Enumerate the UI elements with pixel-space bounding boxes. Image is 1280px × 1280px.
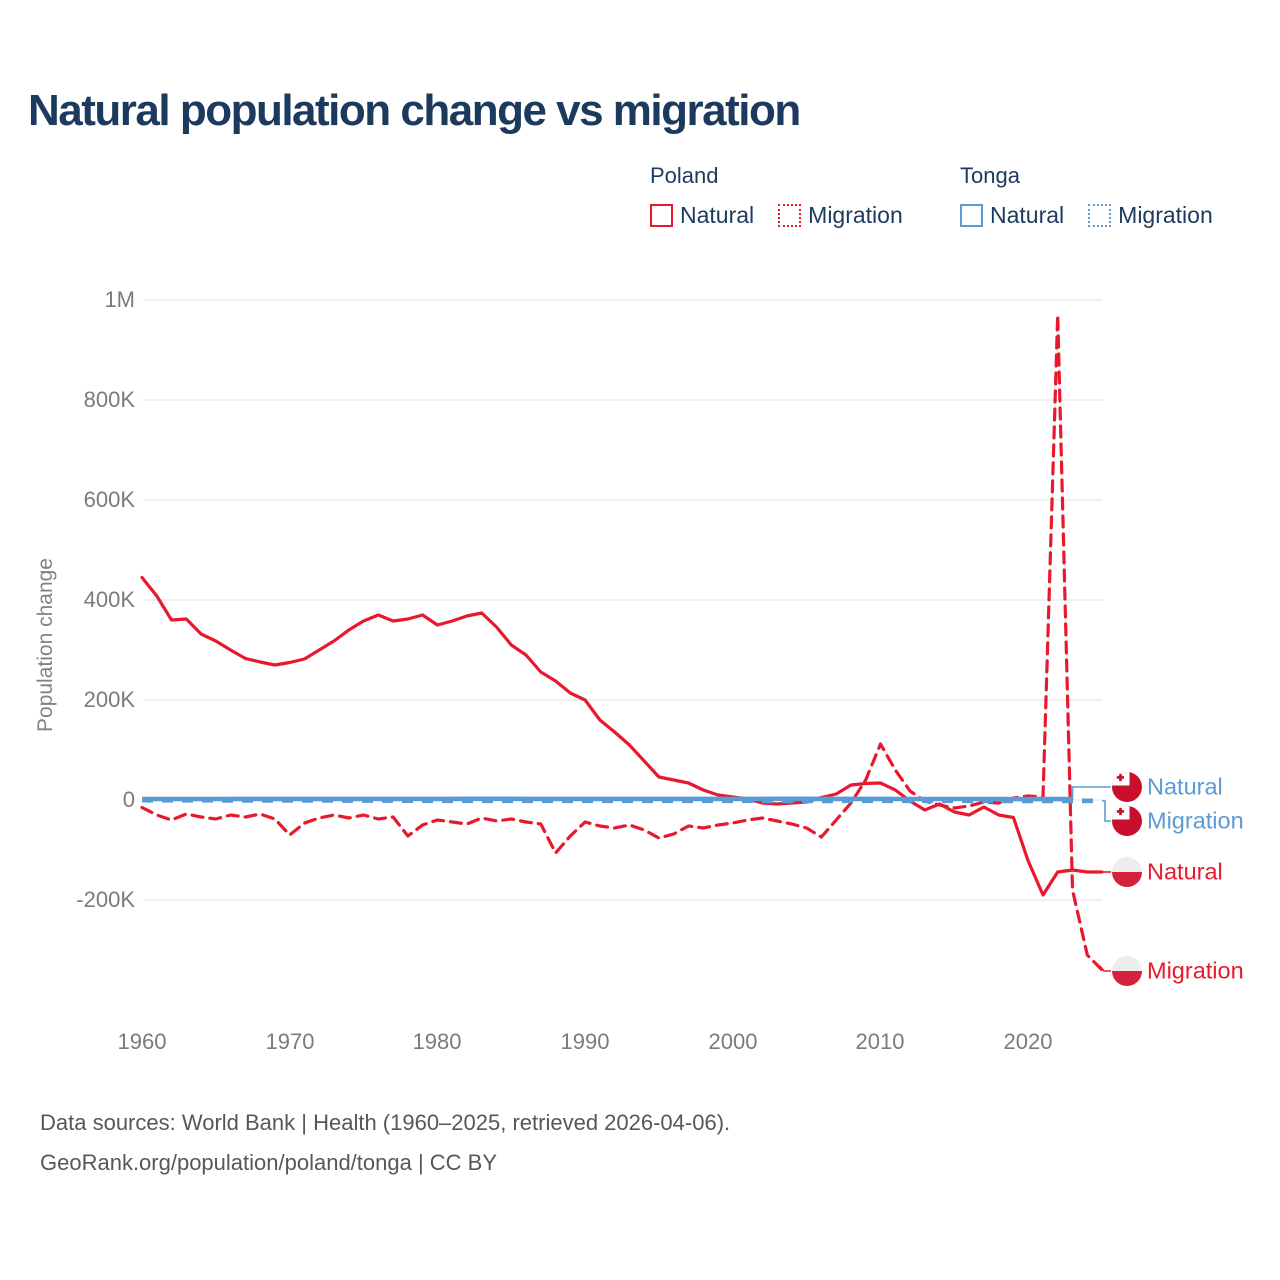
legend-country-poland: Poland <box>650 163 719 188</box>
legend-item-label: Natural <box>680 202 755 228</box>
tonga-migration-swatch-icon <box>1088 204 1111 227</box>
footer-data-sources: Data sources: World Bank | Health (1960–2025, retrieved 2026-04-06). <box>40 1110 731 1135</box>
gridlines <box>143 300 1102 900</box>
poland-flag-icon <box>1112 857 1142 887</box>
legend-group-poland <box>650 163 927 229</box>
leader-tonga-migration <box>1102 801 1111 821</box>
y-axis-title: Population change <box>34 558 57 732</box>
end-label-poland-natural: Natural <box>1147 858 1223 885</box>
legend-item-label: Migration <box>1118 202 1213 228</box>
x-tick-label: 2020 <box>1003 1029 1053 1054</box>
y-tick-label: 400K <box>83 587 135 612</box>
x-tick-label: 2000 <box>708 1029 758 1054</box>
legend-item-poland-natural <box>650 202 754 229</box>
y-tick-label: 0 <box>122 787 135 812</box>
poland-natural-swatch-icon <box>650 204 673 227</box>
legend-row <box>960 202 1237 229</box>
flag-icons <box>1112 772 1142 986</box>
series-poland-natural <box>142 578 1102 896</box>
legend-row <box>650 202 927 229</box>
poland-migration-swatch-icon <box>778 204 801 227</box>
tonga-natural-swatch-icon <box>960 204 983 227</box>
leader-lines <box>1073 787 1112 971</box>
x-tick-label: 2010 <box>855 1029 905 1054</box>
tonga-flag-icon <box>1112 806 1142 836</box>
legend-item-label: Natural <box>990 202 1065 228</box>
end-label-poland-migration: Migration <box>1147 957 1244 984</box>
x-tick-label: 1960 <box>117 1029 167 1054</box>
y-tick-label: -200K <box>76 887 135 912</box>
y-tick-label: 600K <box>83 487 135 512</box>
x-tick-label: 1970 <box>265 1029 315 1054</box>
y-tick-label: 200K <box>83 687 135 712</box>
y-tick-label: 1M <box>104 287 135 312</box>
x-tick-label: 1990 <box>560 1029 610 1054</box>
end-label-tonga-natural: Natural <box>1147 773 1223 800</box>
legend-group-tonga <box>960 163 1237 229</box>
tonga-flag-icon <box>1112 772 1142 802</box>
series-poland-migration <box>142 315 1102 970</box>
end-label-tonga-migration: Migration <box>1147 807 1244 834</box>
legend-item-poland-migration <box>778 202 903 229</box>
legend-item-tonga-natural <box>960 202 1064 229</box>
poland-flag-icon <box>1112 956 1142 986</box>
footer-attribution: GeoRank.org/population/poland/tonga | CC BY <box>40 1150 498 1175</box>
x-tick-label: 1980 <box>412 1029 462 1054</box>
legend-country-tonga: Tonga <box>960 163 1020 188</box>
leader-tonga-natural <box>1073 787 1112 800</box>
series-lines <box>142 315 1102 970</box>
chart-title: Natural population change vs migration <box>28 86 800 135</box>
legend-item-tonga-migration <box>1088 202 1213 229</box>
y-tick-label: 800K <box>83 387 135 412</box>
legend-item-label: Migration <box>808 202 903 228</box>
